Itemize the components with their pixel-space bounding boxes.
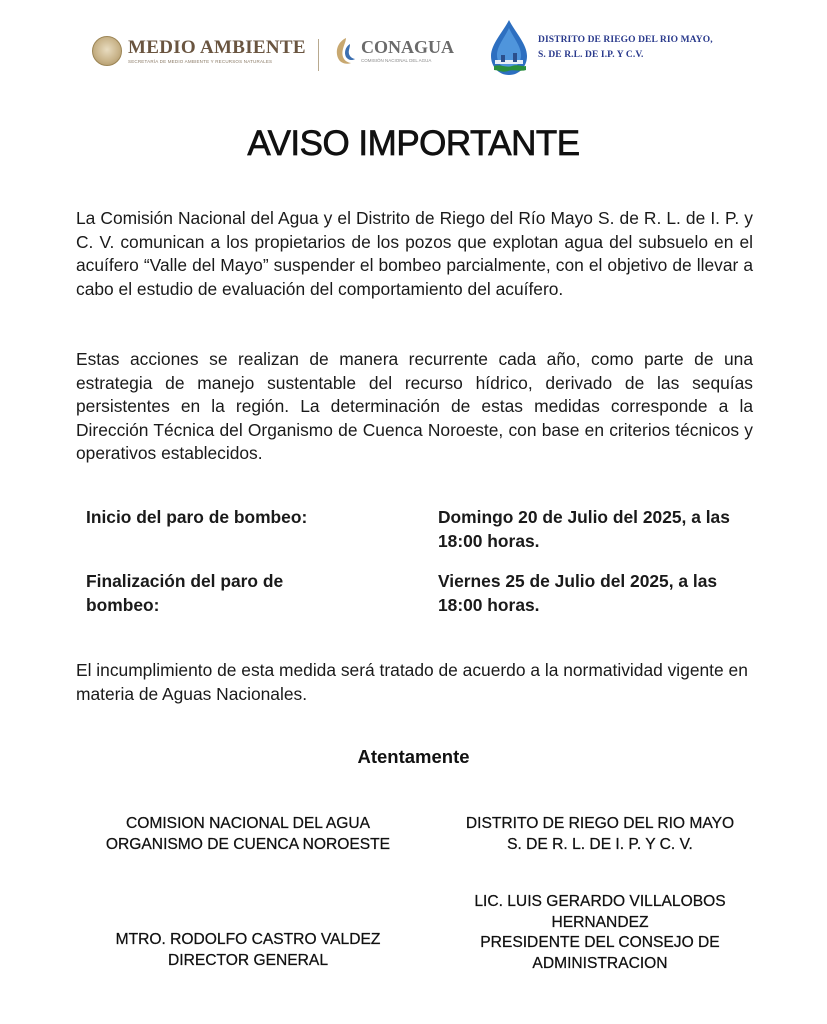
- conagua-subtitle: COMISIÓN NACIONAL DEL AGUA: [361, 58, 432, 64]
- conagua-logo: [332, 36, 454, 66]
- page-title: AVISO IMPORTANTE: [247, 124, 580, 163]
- distrito-title-line1: DISTRITO DE RIEGO DEL RIO MAYO,: [538, 35, 713, 45]
- signature-line: HERNANDEZ: [551, 913, 649, 931]
- signature-person-distrito: [428, 892, 772, 974]
- signature-line: PRESIDENTE DEL CONSEJO DE: [480, 934, 720, 951]
- signature-person-conagua: [76, 930, 420, 971]
- closing-salutation: Atentamente: [357, 746, 470, 767]
- national-seal-icon: [92, 36, 122, 66]
- distrito-title-line2: S. DE R.L. DE I.P. Y C.V.: [538, 50, 644, 60]
- signature-org-distrito: [428, 814, 772, 855]
- notice-paragraph-3: El incumplimiento de esta medida será tratado de acuerdo a la normatividad vigente en materia de Aguas Nacionales.: [76, 660, 748, 704]
- notice-paragraph-2: Estas acciones se realizan de manera recurrente cada año, como parte de una estrategia de manejo sustentable del recurso hídrico, derivado de las sequías persistentes en la región. La determinación de estas medidas corresponde a la Dirección Técnica del Organismo de Cuenca Noroeste, con base en criterios técnicos y operativos establecidos.: [76, 349, 753, 464]
- medio-ambiente-title: MEDIO AMBIENTE: [128, 36, 306, 58]
- signature-line: ORGANISMO DE CUENCA NOROESTE: [105, 835, 391, 853]
- signature-line: DIRECTOR GENERAL: [167, 951, 328, 969]
- letterhead: [0, 14, 827, 92]
- conagua-wave-icon: [332, 36, 358, 66]
- schedule-start-value: Domingo 20 de Julio del 2025, a las 18:00 horas.: [438, 507, 730, 551]
- medio-ambiente-subtitle: SECRETARÍA DE MEDIO AMBIENTE Y RECURSOS NATURALES: [128, 58, 273, 64]
- schedule-end-value: Viernes 25 de Julio del 2025, a las 18:00 horas.: [438, 571, 718, 615]
- conagua-title: CONAGUA: [361, 37, 454, 58]
- signature-line: S. DE R. L. DE I. P. Y C. V.: [507, 835, 693, 853]
- signature-org-conagua: [76, 814, 420, 855]
- logo-divider: [318, 39, 319, 71]
- schedule-end-label: Finalización del paro de bombeo:: [86, 571, 284, 615]
- schedule-start-label: Inicio del paro de bombeo:: [86, 507, 308, 527]
- signature-line: ADMINISTRACION: [532, 954, 668, 972]
- signature-line: DISTRITO DE RIEGO DEL RIO MAYO: [465, 815, 735, 832]
- signature-line: COMISION NACIONAL DEL AGUA: [125, 815, 371, 832]
- medio-ambiente-logo: [92, 36, 306, 66]
- water-drop-icon: [486, 18, 532, 78]
- notice-paragraph-1: La Comisión Nacional del Agua y el Distrito de Riego del Río Mayo S. de R. L. de I. P. y C. V. comunican a los propietarios de los pozos que explotan agua del subsuelo en el acuífero “Valle del Mayo” suspender el bombeo parcialmente, con el objetivo de llevar a cabo el estudio de evaluación del comportamiento del acuífero.: [76, 208, 753, 299]
- signature-line: MTRO. RODOLFO CASTRO VALDEZ: [115, 931, 381, 948]
- signature-line: LIC. LUIS GERARDO VILLALOBOS: [474, 893, 726, 910]
- distrito-riego-logo: [486, 18, 713, 78]
